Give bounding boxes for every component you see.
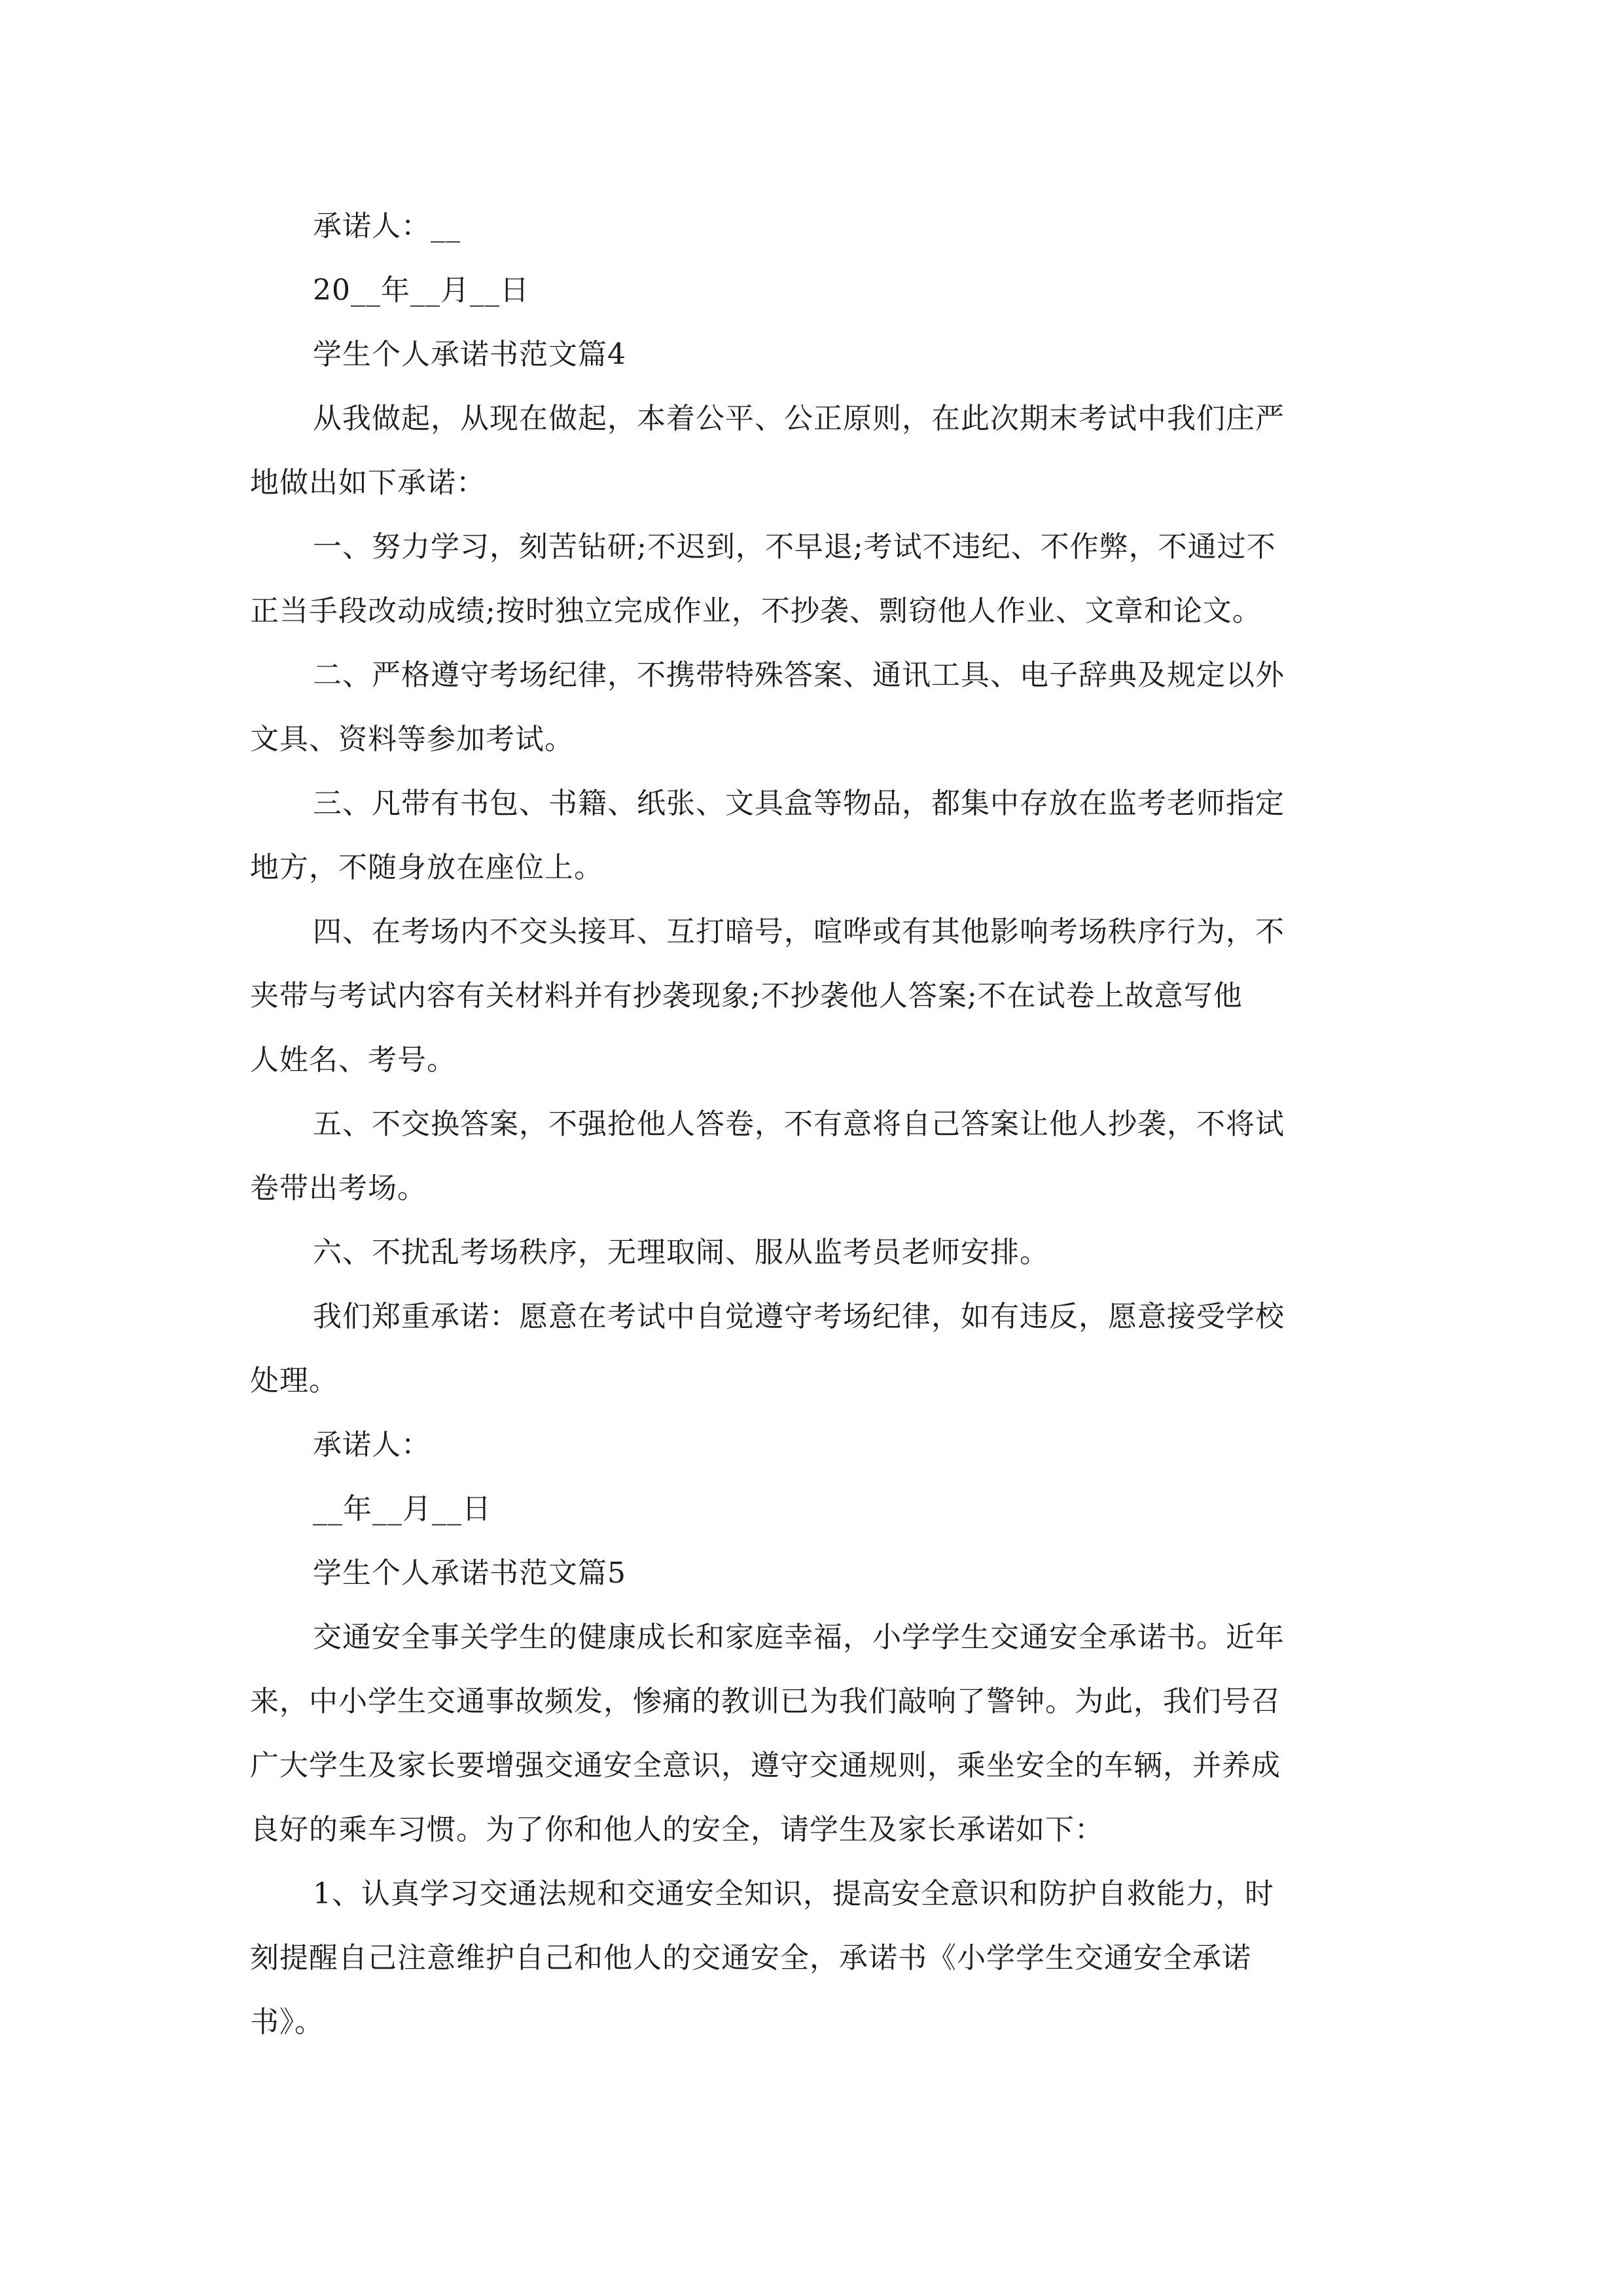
- text-line: 处理。: [250, 1364, 338, 1397]
- text-line: 良好的乘车习惯。为了你和他人的安全，请学生及家长承诺如下：: [250, 1813, 1104, 1846]
- paragraph: [250, 1299, 1389, 1399]
- text-line: 书》。: [250, 2005, 324, 2039]
- paragraph: [250, 1876, 1389, 2041]
- document-body: [250, 208, 1389, 2068]
- text-line: 三、凡带有书包、书籍、纸张、文具盒等物品，都集中存放在监考老师指定: [313, 787, 1285, 820]
- promisor-line: 承诺人：__: [313, 209, 461, 243]
- text-line: 交通安全事关学生的健康成长和家庭幸福，小学学生交通安全承诺书。近年: [313, 1621, 1285, 1654]
- text-line: 卷带出考场。: [250, 1172, 427, 1205]
- text-line: 来，中小学生交通事故频发，惨痛的教训已为我们敲响了警钟。为此，我们号召: [250, 1685, 1281, 1718]
- text-line: 地做出如下承诺：: [250, 466, 486, 499]
- text-line: 正当手段改动成绩;按时独立完成作业，不抄袭、剽窃他人作业、文章和论文。: [250, 594, 1262, 628]
- text-line: 1、认真学习交通法规和交通安全知识，提高安全意识和防护自救能力，时: [313, 1877, 1274, 1910]
- text-line: 人姓名、考号。: [250, 1043, 456, 1077]
- paragraph: [250, 529, 1389, 630]
- section-heading: 学生个人承诺书范文篇5: [313, 1556, 626, 1590]
- text-line: 刻提醒自己注意维护自己和他人的交通安全，承诺书《小学学生交通安全承诺: [250, 1941, 1251, 1975]
- text-line: 二、严格遵守考场纪律，不携带特殊答案、通讯工具、电子辞典及规定以外: [313, 658, 1285, 692]
- paragraph: [250, 785, 1389, 886]
- date-line: 20__年__月__日: [313, 274, 529, 307]
- section-heading: 学生个人承诺书范文篇4: [313, 338, 626, 371]
- text-line: 从我做起，从现在做起，本着公平、公正原则，在此次期末考试中我们庄严: [313, 402, 1285, 435]
- text-line: 广大学生及家长要增强交通安全意识，遵守交通规则，乘坐安全的车辆，并养成: [250, 1749, 1281, 1782]
- text-line: 夹带与考试内容有关材料并有抄袭现象;不抄袭他人答案;不在试卷上故意写他: [250, 979, 1243, 1013]
- text-line: 五、不交换答案，不强抢他人答卷，不有意将自己答案让他人抄袭，不将试: [313, 1107, 1285, 1141]
- text-line: 文具、资料等参加考试。: [250, 723, 574, 756]
- paragraph: [250, 914, 1389, 1079]
- text-line: 地方，不随身放在座位上。: [250, 851, 603, 884]
- paragraph: [250, 1619, 1389, 1848]
- paragraph: [250, 1106, 1389, 1207]
- text-line: 一、努力学习，刻苦钻研;不迟到，不早退;考试不违纪、不作弊，不通过不: [313, 530, 1276, 564]
- text-line: 四、在考场内不交头接耳、互打暗号，喧哗或有其他影响考场秩序行为，不: [313, 915, 1285, 948]
- text-line: 六、不扰乱考场秩序，无理取闹、服从监考员老师安排。: [313, 1236, 1049, 1269]
- date-line: __年__月__日: [313, 1492, 491, 1526]
- promisor-line: 承诺人：: [313, 1428, 431, 1462]
- paragraph: [250, 657, 1389, 758]
- text-line: 我们郑重承诺：愿意在考试中自觉遵守考场纪律，如有违反，愿意接受学校: [313, 1300, 1285, 1333]
- paragraph: [250, 401, 1389, 501]
